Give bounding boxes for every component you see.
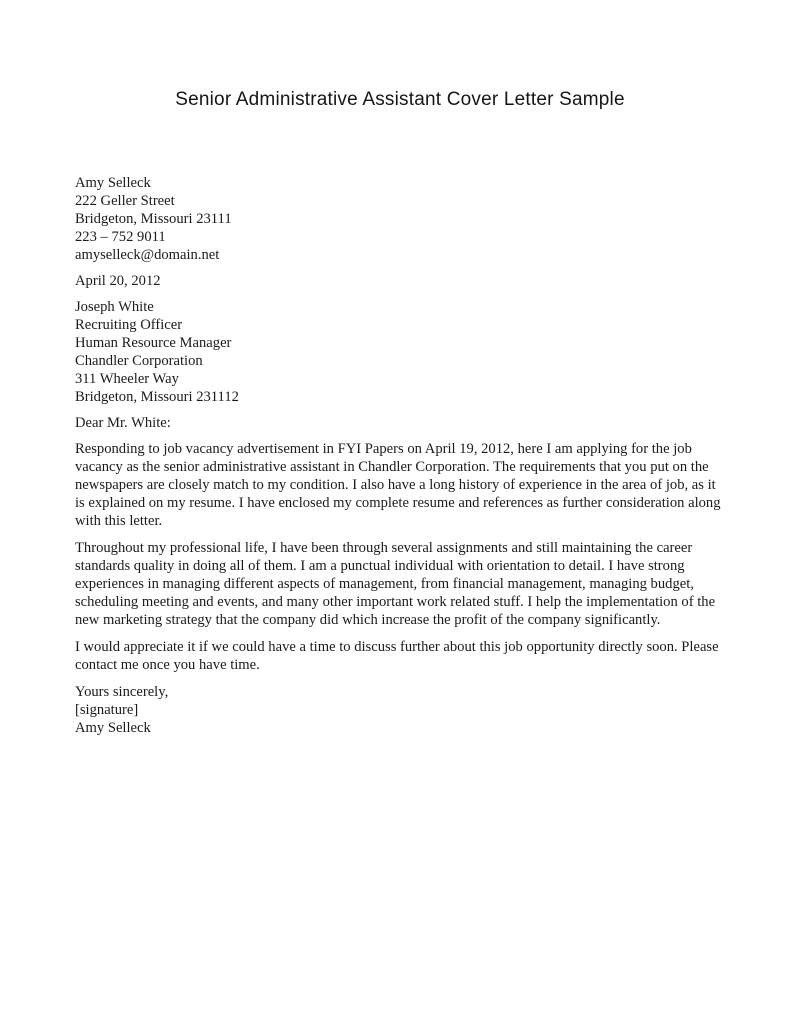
page-title: Senior Administrative Assistant Cover Letter Sample — [175, 89, 625, 110]
recipient-title-line: Recruiting Officer — [75, 317, 183, 333]
paragraph-closing: I would appreciate it if we could have a time to discuss further about this job opportunity directly soon. Please contact me once you have time. — [75, 639, 719, 673]
sender-city-line: Bridgeton, Missouri 23111 — [75, 211, 232, 227]
sender-email-line: amyselleck@domain.net — [75, 247, 220, 263]
paragraph-intro: Responding to job vacancy advertisement in FYI Papers on April 19, 2012, here I am applying for the job vacancy as the senior administrative assistant in Chandler Corporation. The requirements that you put on the newspapers are closely match to my condition. I also have a long history of experience in the area of job, as it is explained on my resume. I have enclosed my complete resume and references as further consideration along with this letter. — [75, 441, 721, 529]
recipient-name-line: Joseph White — [75, 299, 154, 315]
sender-phone-line: 223 – 752 9011 — [75, 229, 166, 245]
recipient-block — [75, 298, 728, 406]
signature-name: Amy Selleck — [75, 720, 151, 736]
sender-name-line: Amy Selleck — [75, 175, 151, 191]
sender-block — [75, 174, 728, 264]
closing-block — [75, 683, 728, 737]
recipient-company-line: Chandler Corporation — [75, 353, 203, 369]
date-line: April 20, 2012 — [75, 273, 161, 289]
recipient-city-line: Bridgeton, Missouri 231112 — [75, 389, 239, 405]
signature-placeholder: [signature] — [75, 702, 139, 718]
recipient-street-line: 311 Wheeler Way — [75, 371, 179, 387]
salutation-line: Dear Mr. White: — [75, 415, 171, 431]
sender-street-line: 222 Geller Street — [75, 193, 175, 209]
recipient-role-line: Human Resource Manager — [75, 335, 232, 351]
paragraph-body: Throughout my professional life, I have been through several assignments and still maintaining the career standards quality in doing all of them. I am a punctual individual with orientation to detail. I have strong experiences in managing different aspects of management, from financial management, managing budget, scheduling meeting and events, and many other important work related stuff. I help the implementation of the new marketing strategy that the company did which increase the profit of the company significantly. — [75, 540, 716, 628]
letter-body — [0, 174, 800, 737]
closing-phrase: Yours sincerely, — [75, 684, 169, 700]
